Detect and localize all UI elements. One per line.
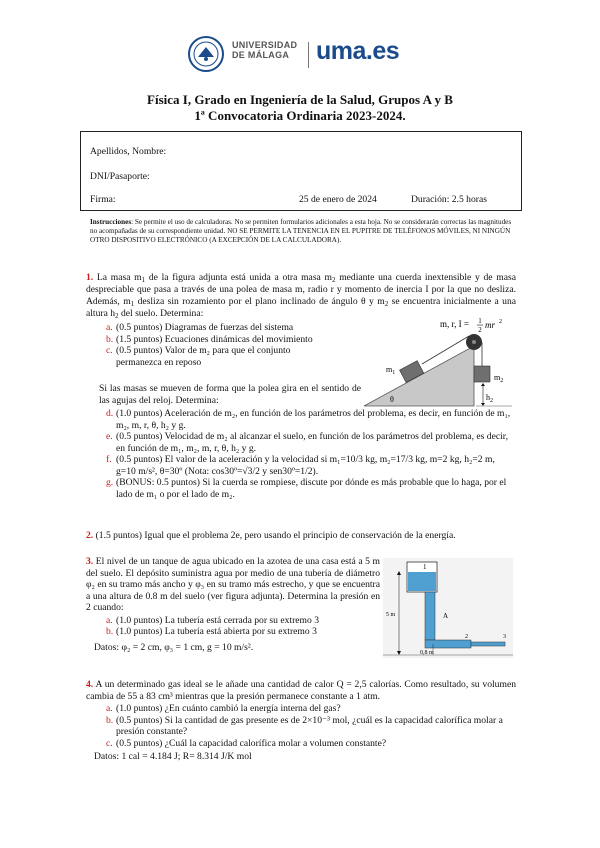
pipe-label-A: A [443, 612, 449, 620]
low-height-label: 0,8 m [420, 650, 434, 656]
name-label: Apellidos, Nombre: [90, 146, 167, 157]
instructions-label: Instrucciones [90, 218, 132, 226]
instructions-text: : Se permite el uso de calculadoras. No se permiten formularios adicionales a esta hoja. No se considerarán correctas las magnitudes no acompañadas de su correspondiente unidad. NO SE PERMITE LA TENENCIA EN EL PUPITRE DE TELÉFONOS MÓVILES, NI NINGÚN OTRO DISPOSITIVO ELECTRÓNICO (A EXCEPCIÓN DE LA CALCULADORA). [90, 218, 512, 244]
problem-4-items [106, 703, 516, 749]
list-item: b. (1.5 puntos) Ecuaciones dinámicas del movimiento [106, 333, 313, 345]
problem-3 [86, 556, 380, 653]
inertia-exp: 2 [499, 319, 502, 325]
student-info-box [80, 131, 522, 211]
list-item: g. (BONUS: 0.5 puntos) Si la cuerda se rompiese, discute por dónde es más probable que lo haga, por el lado de m₁ o por el lado de m₂. [106, 477, 507, 500]
uma-brand: uma.es [316, 37, 400, 65]
angle-label: θ [390, 395, 394, 404]
incline-pulley-figure [352, 314, 520, 414]
problem-4-statement: 4. A un determinado gas ideal se le añade una cantidad de calor Q = 2,5 calorías. Como resultado, su volumen cambia de 55 a 83 cm³ mientras que la presión permanece constante a 1 atm. [86, 679, 516, 702]
list-item: d. (1.0 puntos) Aceleración de m₂, en función de los parámetros del problema, es decir, en función de m₁, m₂, m, r, θ, h₂ y g. [106, 408, 511, 431]
problem-4 [86, 679, 516, 763]
incline-plane [364, 346, 474, 406]
m1-label: $m_1$ [386, 365, 396, 376]
university-seal-icon [184, 34, 228, 74]
problem-1-items-dg [106, 408, 516, 500]
list-item: f. (0.5 puntos) El valor de la aceleración y la velocidad si m₁=10/3 kg, m₂=17/3 kg, m=2 kg, h₂=2 m, g=10 m/s², θ=30º (Nota: cos30º=√3/2 y sen30º=1/2). [106, 454, 495, 477]
instructions [90, 218, 520, 244]
vertical-pipe [425, 592, 435, 640]
pulley-label: m, r, I = [440, 319, 469, 329]
water-tank-figure [383, 558, 513, 658]
problem-3-items [106, 615, 380, 638]
university-name: UNIVERSIDAD DE MÁLAGA [232, 40, 298, 61]
list-item: a. (0.5 puntos) Diagramas de fuerzas del sistema [106, 322, 294, 333]
id-label: DNI/Pasaporte: [90, 171, 150, 182]
block-m2 [474, 366, 490, 382]
logo-divider [308, 42, 309, 68]
header-logo [184, 34, 424, 76]
problem-1-items-abc [106, 322, 336, 368]
exam-date: 25 de enero de 2024 [299, 194, 377, 205]
list-item: c. (0.5 puntos) ¿Cuál la capacidad calorífica molar a volumen constante? [106, 737, 387, 749]
exam-duration: Duración: 2.5 horas [411, 194, 487, 205]
list-item: e. (0.5 puntos) Velocidad de m₂ al alcanzar el suelo, en función de los parámetros del problema, es decir, en función de m₁, m₂, m, r, θ, h₂ y g. [106, 431, 508, 454]
point-2-label: 2 [465, 634, 468, 640]
list-item: c. (0.5 puntos) Valor de m₂ para que el conjunto permanezca en reposo [106, 345, 291, 368]
inertia-mr: mr [485, 320, 496, 330]
signature-label: Firma: [90, 194, 116, 205]
problem-4-data: Datos: 1 cal = 4.184 J; R= 8.314 J/K mol [94, 751, 252, 762]
inertia-fraction-den: 2 [478, 326, 482, 334]
list-item: b. (1.0 puntos) La tubería está abierta por su extremo 3 [106, 626, 317, 637]
tank-water [408, 572, 436, 591]
point-3-label: 3 [503, 634, 506, 640]
list-item: a. (1.0 puntos) La tubería está cerrada por su extremo 3 [106, 614, 319, 626]
wide-pipe [425, 640, 471, 648]
list-item: a. (1.0 puntos) ¿En cuánto cambió la energía interna del gas? [106, 703, 341, 714]
problem-1-mid-text: Si las masas se mueven de forma que la polea gira en el sentido de las agujas del reloj. Determina: [99, 383, 361, 406]
h2-label: $h_2$ [486, 393, 493, 404]
m2-label: $m_2$ [494, 373, 504, 384]
exam-title: Física I, Grado en Ingeniería de la Salud, Grupos A y B 1ª Convocatoria Ordinaria 2023-2024. [147, 92, 453, 124]
list-item: b. (0.5 puntos) Si la cantidad de gas presente es de 2×10⁻³ mol, ¿cuál es la capacidad calorífica molar a presión constante? [106, 714, 503, 737]
problem-3-statement: 3. El nivel de un tanque de agua ubicado en la azotea de una casa está a 5 m del suelo. El depósito suministra agua por medio de una tubería de diámetro φ₂ en su tramo más ancho y φ₃ en su tramo más estrecho, y que se encuentra a una altura de 0.8 m del suelo (ver figura adjunta). Determina la presión en 2 cuando: [86, 556, 380, 613]
level-label: 1 [423, 563, 427, 571]
problem-2: 2. (1.5 puntos) Igual que el problema 2e, pero usando el principio de conservación de la energía. [86, 530, 456, 541]
problem-1-statement: 1. La masa $m_1$ de la figura adjunta está unida a otra masa $m_2$ mediante una cuerda inextensible y de masa despreciable que pasa a través de una polea de masa m, radio r y momento de inercia I por la que no desliza. Además, $m_1$ desliza sin rozamiento por el plano inclinado de ángulo θ y $m_2$ se encuentra inicialmente a una altura $h_2$ del suelo. Determina: [86, 272, 517, 321]
narrow-pipe [471, 642, 505, 646]
problem-3-data: Datos: φ₂ = 2 cm, φ₃ = 1 cm, g = 10 m/s². [94, 641, 254, 653]
height-label: 5 m [386, 612, 396, 618]
inertia-fraction-num: 1 [478, 317, 482, 325]
